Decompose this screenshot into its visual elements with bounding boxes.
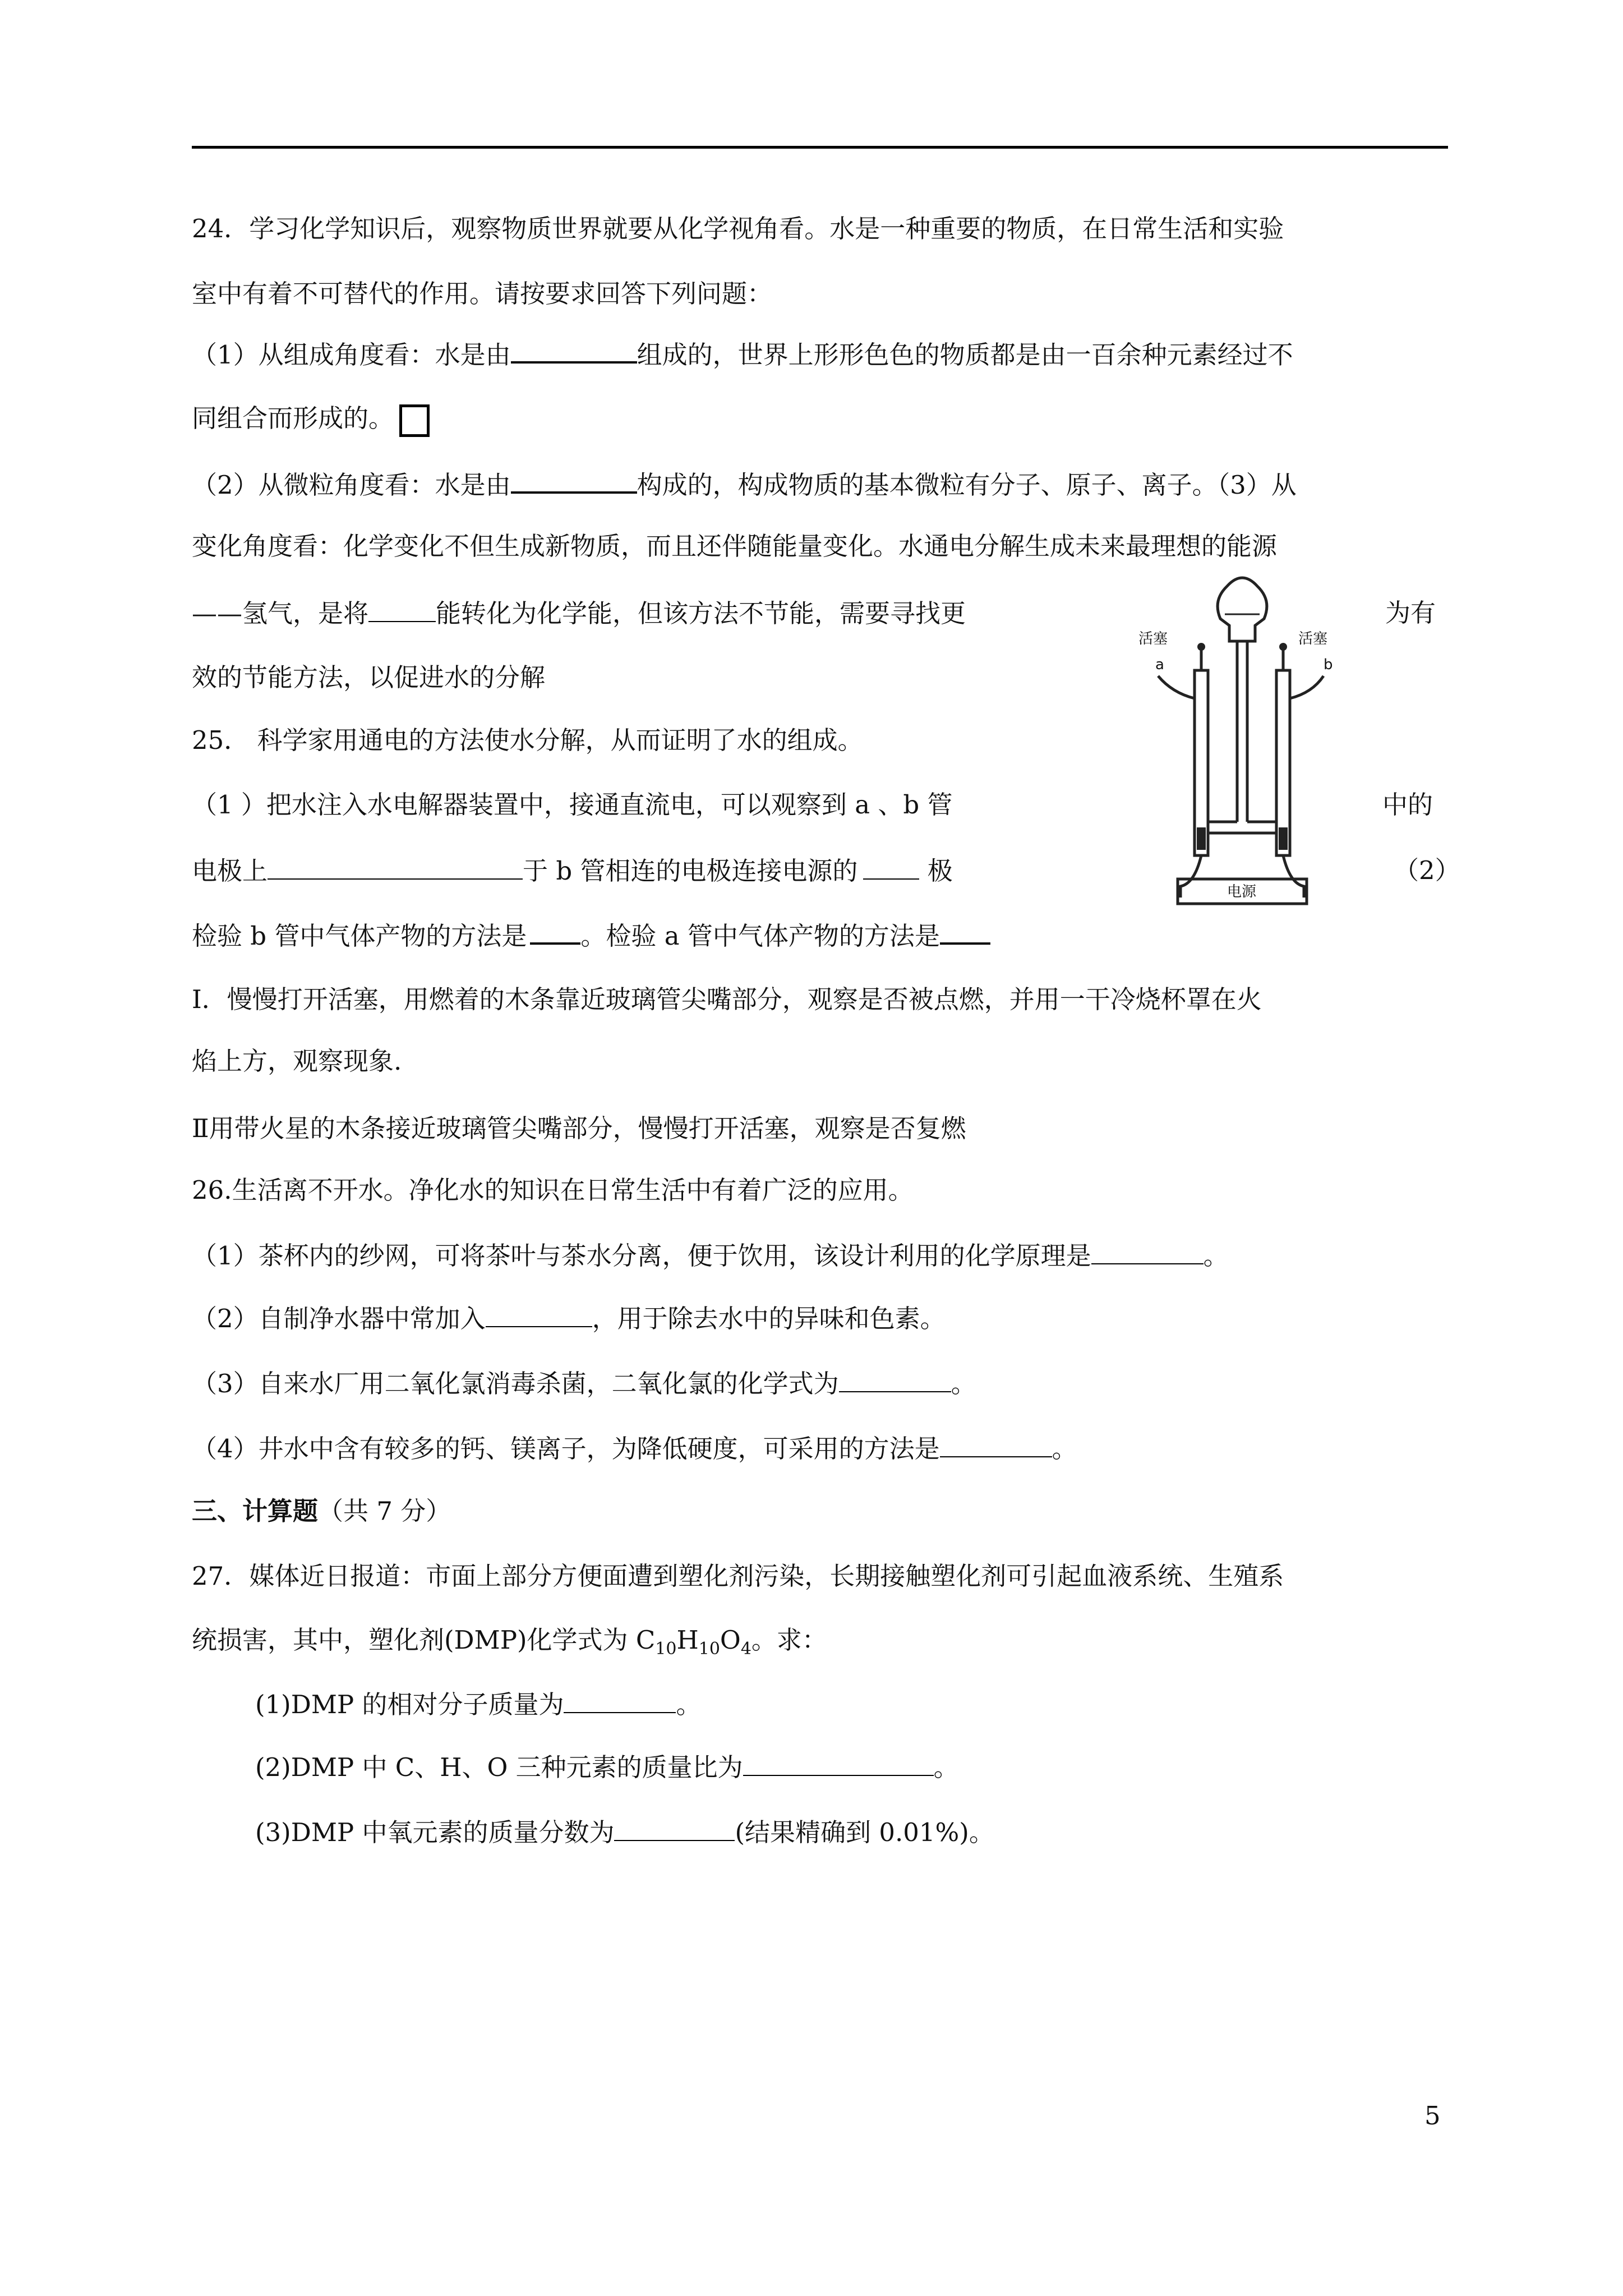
formula-h: H (676, 1625, 699, 1655)
formula-sub-o: 4 (740, 1639, 751, 1659)
q24-line-8: 效的节能方法，以促进水的分解 (192, 662, 546, 692)
q26-answer-blank-1[interactable] (1091, 1239, 1204, 1264)
q27-answer-blank-2[interactable] (743, 1750, 934, 1776)
q26-part3-text: （3）自来水厂用二氧化氯消毒杀菌，二氧化氯的化学式为 (192, 1369, 839, 1398)
q24-line-7-end: 为有 (1385, 598, 1436, 628)
q26-line-1: 26.生活离不开水。净化水的知识在日常生活中有着广泛的应用。 (192, 1175, 914, 1205)
q26-answer-blank-4[interactable] (940, 1432, 1052, 1457)
q25-test-a-text: 。检验 a 管中气体产物的方法是 (580, 921, 940, 951)
q25-line-6: 焰上方，观察现象. (192, 1046, 402, 1076)
q26-line-3 (192, 1301, 946, 1336)
formula-sub-h: 10 (698, 1639, 720, 1659)
q25-line-2: （1 ）把水注入水电解器装置中，接通直流电，可以观察到 a 、b 管 (192, 790, 953, 820)
q27-line-2 (192, 1623, 827, 1666)
q25-answer-blank-2[interactable] (863, 854, 919, 880)
q26-line-2 (192, 1239, 1229, 1273)
q24-line-4-text: 同组合而形成的。 (192, 403, 394, 433)
q25-electrode-mid: 于 b 管相连的电极连接电源的 (523, 856, 858, 886)
q27-part2-text: (2)DMP 中 C、H、O 三种元素的质量比为 (255, 1752, 743, 1782)
tube-b-label: b (1324, 656, 1333, 673)
q25-line-3-end: （2） (1394, 855, 1460, 885)
q25-line-4 (192, 918, 990, 953)
right-valve-label: 活塞 (1298, 631, 1328, 647)
page-number: 5 (1424, 2101, 1441, 2131)
q24-answer-blank-3[interactable] (368, 596, 436, 622)
q24-line-7 (192, 596, 966, 631)
q24-line-2: 室中有着不可替代的作用。请按要求回答下列问题： (192, 279, 773, 309)
q25-answer-blank-1[interactable] (268, 854, 523, 880)
tube-a-label: a (1155, 656, 1164, 673)
q27-part1-text: (1)DMP 的相对分子质量为 (255, 1690, 564, 1719)
section-3-points: （共 7 分） (318, 1496, 451, 1526)
q27-answer-blank-3[interactable] (614, 1815, 735, 1841)
q26-part4-end: 。 (1052, 1434, 1077, 1464)
q24-part2-prefix: （2）从微粒角度看：水是由 (192, 470, 511, 500)
q27-answer-blank-1[interactable] (564, 1687, 676, 1713)
header-rule (192, 146, 1448, 149)
q25-test-b-text: 检验 b 管中气体产物的方法是 (192, 921, 527, 951)
q24-part3-prefix: ——氢气，是将 (192, 599, 369, 628)
left-valve-label: 活塞 (1138, 631, 1168, 647)
q27-part1-end: 。 (676, 1690, 702, 1719)
q27-line-1: 27．媒体近日报道：市面上部分方便面遭到塑化剂污染，长期接触塑化剂可引起血液系统、生殖系 (192, 1561, 1284, 1591)
q26-part2-text: （2）自制净水器中常加入 (192, 1304, 486, 1333)
q24-line-4 (192, 402, 430, 437)
answer-box[interactable] (399, 404, 430, 437)
q24-line-1: 24．学习化学知识后，观察物质世界就要从化学视角看。水是一种重要的物质，在日常生活和实验 (192, 214, 1284, 243)
q25-electrode-prefix: 电极上 (192, 856, 268, 886)
q25-electrode-suffix: 极 (919, 856, 953, 886)
q25-line-5: Ⅰ．慢慢打开活塞，用燃着的木条靠近玻璃管尖嘴部分，观察是否被点燃，并用一干冷烧杯罩在火 (192, 984, 1262, 1014)
q24-part3-suffix: 能转化为化学能，但该方法不节能，需要寻找更 (436, 599, 966, 628)
q27-part3-end: (结果精确到 0.01%)。 (735, 1818, 994, 1847)
q26-part3-end: 。 (951, 1369, 976, 1398)
q25-line-1: 25． 科学家用通电的方法使水分解，从而证明了水的组成。 (192, 725, 863, 755)
q26-part1-end: 。 (1203, 1241, 1229, 1271)
q24-part1-suffix: 组成的，世界上形形色色的物质都是由一百余种元素经过不 (637, 340, 1293, 370)
section-3-title: 三、计算题 (192, 1496, 319, 1526)
section-3-heading (192, 1494, 451, 1528)
q25-line-2-end: 中的 (1382, 790, 1433, 820)
q26-part2-end: ，用于除去水中的异味和色素。 (592, 1304, 946, 1333)
q26-part4-text: （4）井水中含有较多的钙、镁离子，为降低硬度，可采用的方法是 (192, 1434, 940, 1464)
q24-part1-prefix: （1）从组成角度看：水是由 (192, 340, 511, 370)
q26-line-5 (192, 1432, 1077, 1466)
q26-part1-text: （1）茶杯内的纱网，可将茶叶与茶水分离，便于饮用，该设计利用的化学原理是 (192, 1241, 1091, 1271)
q27-formula-suffix: 。求： (751, 1625, 827, 1655)
q26-answer-blank-2[interactable] (486, 1301, 592, 1327)
q25-line-7: Ⅱ用带火星的木条接近玻璃管尖嘴部分，慢慢打开活塞，观察是否复燃 (192, 1114, 966, 1143)
q27-part-2 (255, 1750, 959, 1784)
q27-part2-end: 。 (933, 1752, 959, 1782)
q27-part-3 (255, 1815, 994, 1849)
power-source-label: 电源 (1227, 884, 1257, 900)
q24-answer-blank-2[interactable] (511, 467, 637, 494)
q26-answer-blank-3[interactable] (839, 1366, 951, 1392)
q24-line-5 (192, 467, 1297, 502)
q24-part2-suffix: 构成的，构成物质的基本微粒有分子、原子、离子。（3）从 (637, 470, 1297, 500)
q25-line-3 (192, 854, 953, 888)
q25-answer-blank-4[interactable] (940, 918, 990, 945)
formula-sub-c: 10 (655, 1639, 677, 1659)
q27-part3-text: (3)DMP 中氧元素的质量分数为 (255, 1818, 615, 1847)
electrolysis-apparatus-diagram (1127, 569, 1357, 906)
q26-line-4 (192, 1366, 976, 1401)
q27-part-1 (255, 1687, 702, 1722)
q24-answer-blank-1[interactable] (511, 337, 637, 364)
q24-line-6: 变化角度看：化学变化不但生成新物质，而且还伴随能量变化。水通电分解生成未来最理想的能源 (192, 531, 1278, 561)
q27-formula-prefix: 统损害，其中，塑化剂(DMP)化学式为 C (192, 1625, 656, 1655)
q24-line-3 (192, 337, 1293, 372)
formula-o: O (720, 1625, 741, 1655)
q25-answer-blank-3[interactable] (530, 918, 580, 945)
